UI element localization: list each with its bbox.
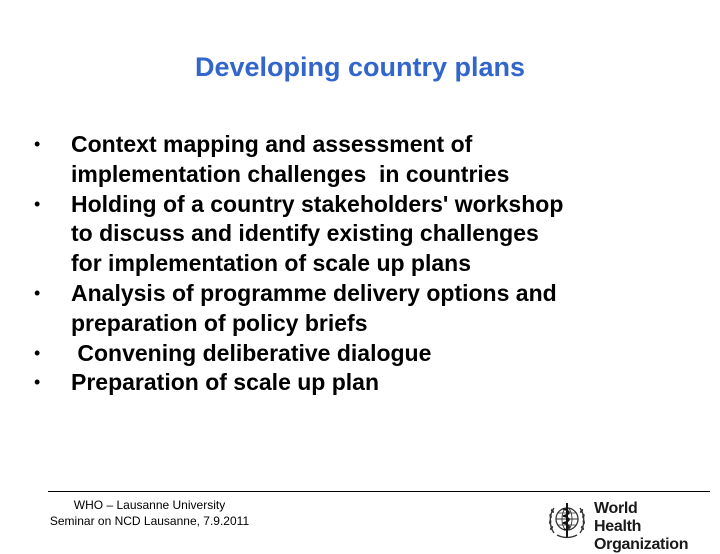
bullet-line: implementation challenges in countries <box>71 160 510 187</box>
bullet-marker: • <box>34 372 41 393</box>
who-wordmark-line-2: Organization <box>594 536 689 553</box>
bullet-item <box>34 130 694 190</box>
bullet-line: Analysis of programme delivery options and <box>71 279 557 306</box>
bullet-line: to discuss and identify existing challenges <box>71 220 539 247</box>
bullet-marker: • <box>34 282 41 303</box>
bullet-line: preparation of policy briefs <box>71 309 368 336</box>
bullet-marker: • <box>34 134 41 154</box>
bullet-item <box>34 279 694 339</box>
bullet-item <box>34 339 694 369</box>
footer-line-1: WHO – Lausanne University <box>73 498 226 512</box>
bullet-list <box>34 130 694 398</box>
footer-line-2: Seminar on NCD Lausanne, 7.9.2011 <box>49 514 250 528</box>
bullet-line: Holding of a country stakeholders' workshop <box>71 190 564 217</box>
who-wordmark-line-1: World Health <box>594 500 642 535</box>
slide-title: Developing country plans <box>194 52 526 82</box>
bullet-line: Context mapping and assessment of <box>71 131 473 157</box>
footer-caption <box>22 497 277 529</box>
bullet-line: Convening deliberative dialogue <box>71 339 432 366</box>
bullet-marker: • <box>34 342 41 363</box>
who-logo <box>545 497 689 553</box>
who-emblem-icon <box>545 497 589 541</box>
bullet-marker: • <box>34 193 41 214</box>
bullet-line: Preparation of scale up plan <box>71 369 380 396</box>
bullet-item <box>34 190 694 279</box>
bullet-item <box>34 368 694 398</box>
bullet-line: for implementation of scale up plans <box>71 250 472 277</box>
who-wordmark <box>594 500 688 554</box>
footer-divider <box>48 491 710 492</box>
